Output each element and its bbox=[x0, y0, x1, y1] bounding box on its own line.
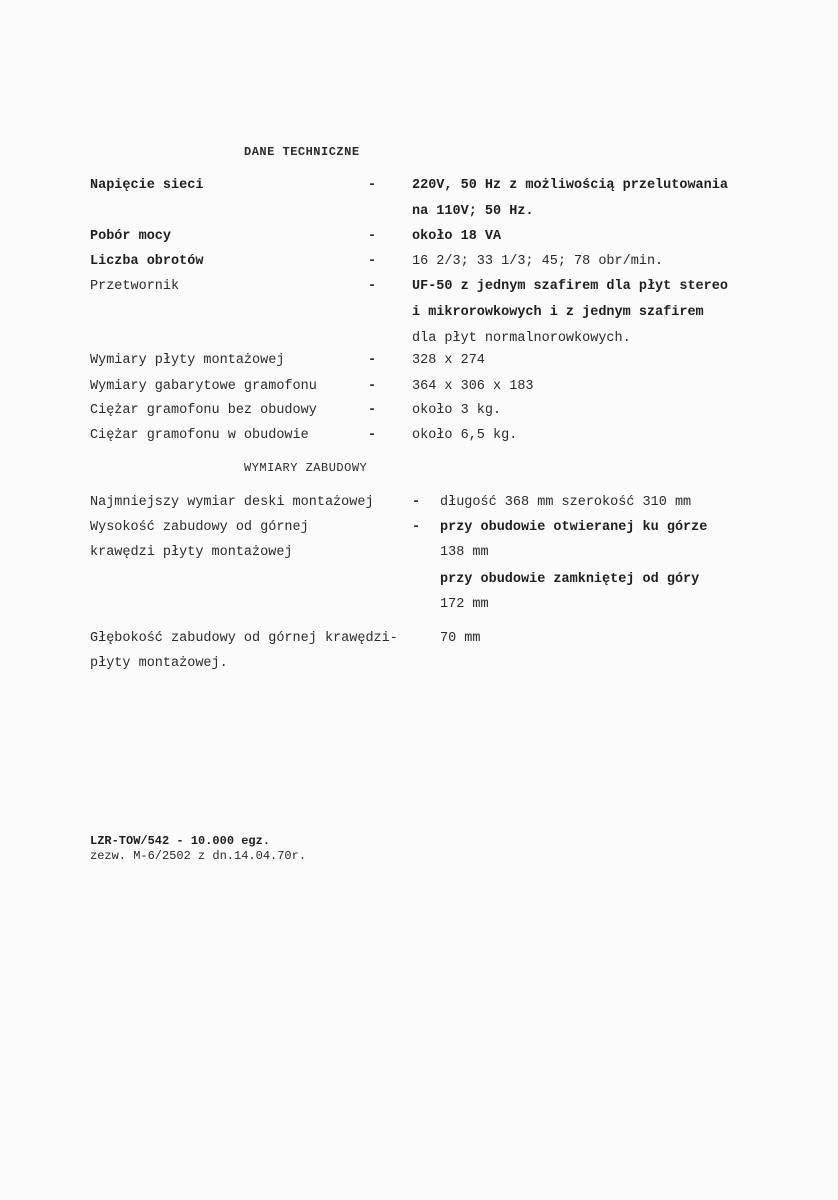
spec-label-voltage: Napięcie sieci bbox=[90, 178, 204, 193]
build-value-min-board: długość 368 mm szerokość 310 mm bbox=[440, 495, 692, 510]
build-label-height-line1: Wysokość zabudowy od górnej bbox=[90, 520, 309, 535]
spec-value-weight-bare: około 3 kg. bbox=[412, 403, 502, 418]
spec-value-cartridge-line3: dla płyt normalnorowkowych. bbox=[412, 331, 631, 346]
spec-value-voltage-line1: 220V, 50 Hz z możliwością przelutowania bbox=[412, 178, 728, 193]
spec-dash: - bbox=[368, 428, 377, 443]
build-value-height-line3: przy obudowie zamkniętej od góry bbox=[440, 572, 700, 587]
spec-value-cartridge-line2: i mikrorowkowych i z jednym szafirem bbox=[412, 305, 704, 320]
footer-print-info: LZR-TOW/542 - 10.000 egz. bbox=[90, 834, 271, 848]
spec-value-overall-size: 364 x 306 x 183 bbox=[412, 379, 534, 394]
spec-value-plate-size: 328 x 274 bbox=[412, 353, 485, 368]
build-value-height-line2: 138 mm bbox=[440, 545, 489, 560]
spec-label-overall-size: Wymiary gabarytowe gramofonu bbox=[90, 379, 317, 394]
spec-value-speeds: 16 2/3; 33 1/3; 45; 78 obr/min. bbox=[412, 254, 664, 269]
spec-dash: - bbox=[368, 178, 377, 193]
build-value-height-line1: przy obudowie otwieranej ku górze bbox=[440, 520, 708, 535]
build-label-depth-line1: Głębokość zabudowy od górnej krawędzi- bbox=[90, 631, 398, 646]
build-label-min-board: Najmniejszy wymiar deski montażowej bbox=[90, 495, 374, 510]
spec-label-cartridge: Przetwornik bbox=[90, 279, 180, 294]
heading-technical-data: DANE TECHNICZNE bbox=[244, 145, 360, 159]
spec-label-power: Pobór mocy bbox=[90, 229, 172, 244]
build-label-depth-line2: płyty montażowej. bbox=[90, 656, 228, 671]
spec-value-power: około 18 VA bbox=[412, 229, 502, 244]
spec-value-voltage-line2: na 110V; 50 Hz. bbox=[412, 204, 534, 219]
spec-dash: - bbox=[368, 279, 377, 294]
heading-build-dimensions: WYMIARY ZABUDOWY bbox=[244, 461, 368, 475]
spec-dash: - bbox=[368, 403, 377, 418]
build-value-height-line4: 172 mm bbox=[440, 597, 489, 612]
spec-dash: - bbox=[368, 353, 377, 368]
spec-dash: - bbox=[368, 229, 377, 244]
spec-label-weight-bare: Ciężar gramofonu bez obudowy bbox=[90, 403, 317, 418]
build-dash: - bbox=[412, 495, 421, 510]
spec-value-cartridge-line1: UF-50 z jednym szafirem dla płyt stereo bbox=[412, 279, 728, 294]
spec-label-speeds: Liczba obrotów bbox=[90, 254, 204, 269]
build-value-depth: 70 mm bbox=[440, 631, 481, 646]
spec-dash: - bbox=[368, 379, 377, 394]
build-dash: - bbox=[412, 520, 421, 535]
spec-label-weight-case: Ciężar gramofonu w obudowie bbox=[90, 428, 309, 443]
spec-label-plate-size: Wymiary płyty montażowej bbox=[90, 353, 285, 368]
spec-dash: - bbox=[368, 254, 377, 269]
build-label-height-line2: krawędzi płyty montażowej bbox=[90, 545, 293, 560]
spec-value-weight-case: około 6,5 kg. bbox=[412, 428, 518, 443]
footer-permit-info: zezw. M-6/2502 z dn.14.04.70r. bbox=[90, 849, 307, 863]
